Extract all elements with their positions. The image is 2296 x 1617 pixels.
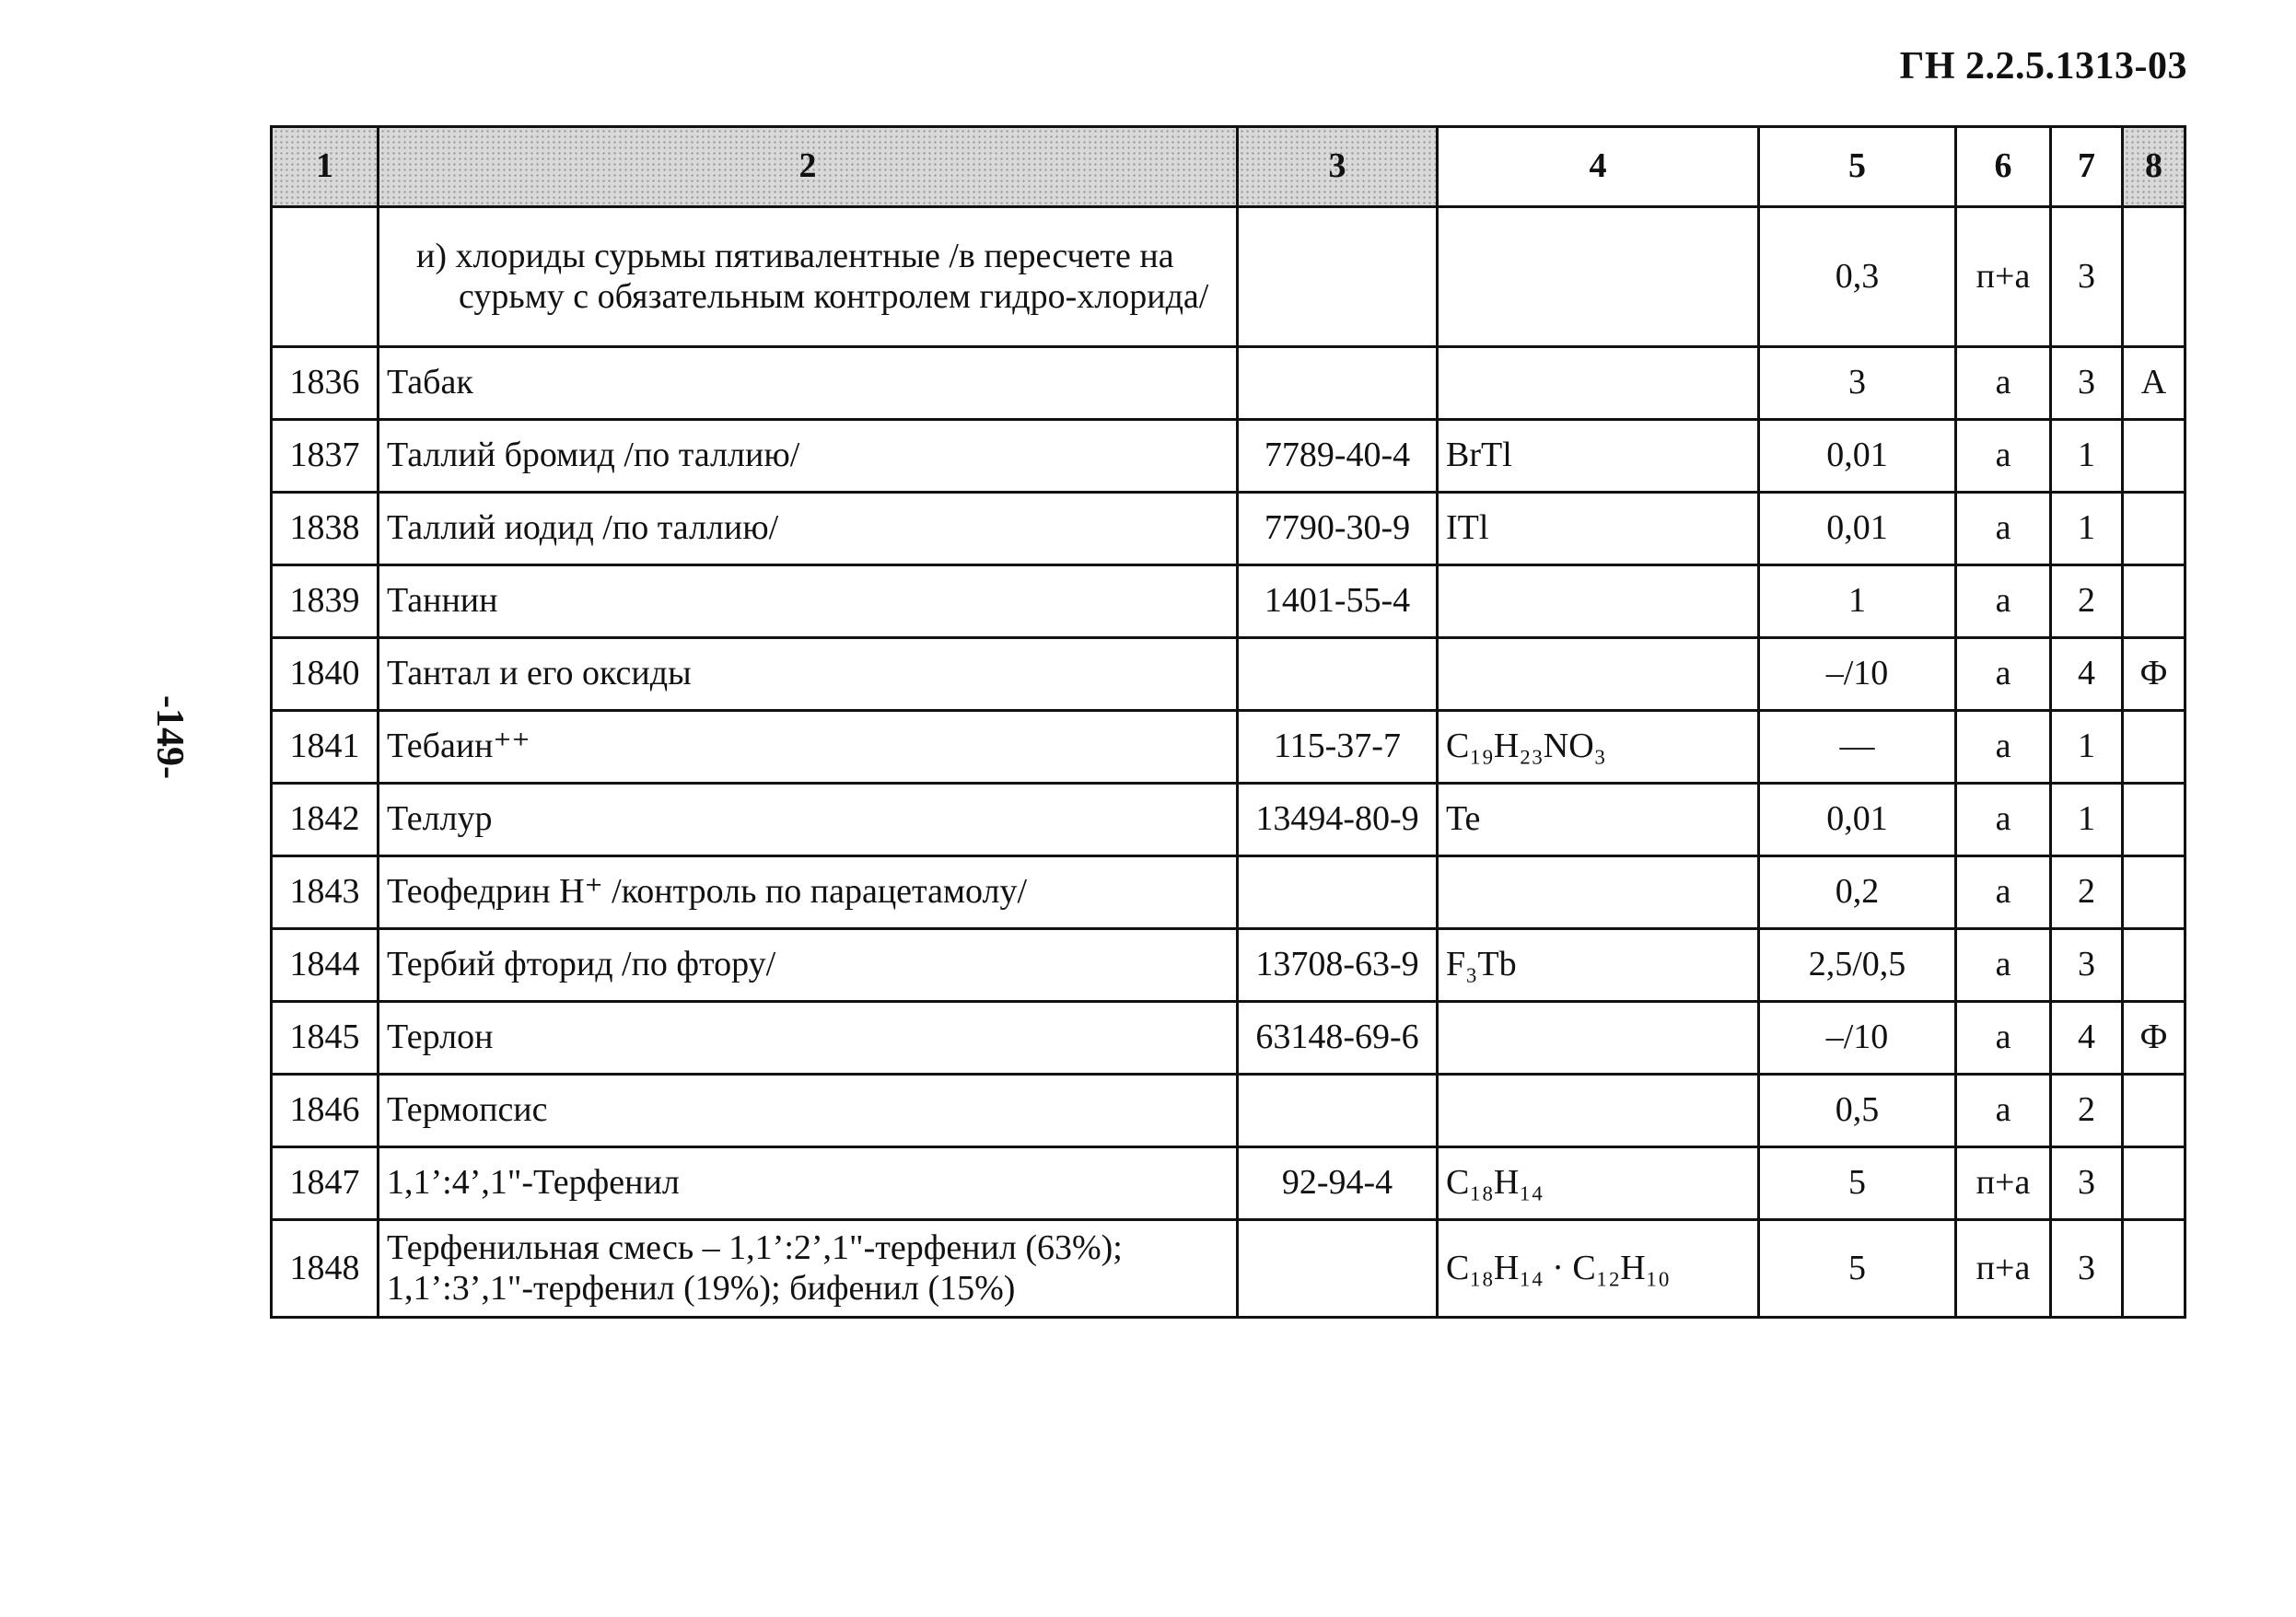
cell-value: –/10 bbox=[1759, 638, 1956, 711]
column-header-7: 7 bbox=[2051, 127, 2123, 207]
cell-number: 1846 bbox=[272, 1075, 379, 1147]
cell-cas bbox=[1238, 856, 1438, 929]
cell-name: Теофедрин Н⁺ /контроль по парацетамолу/ bbox=[379, 856, 1238, 929]
cell-formula bbox=[1438, 1075, 1759, 1147]
table-row bbox=[272, 1147, 2185, 1220]
table-row bbox=[272, 711, 2185, 784]
cell-state: а bbox=[1956, 493, 2051, 565]
cell-name: Таллий бромид /по таллию/ bbox=[379, 420, 1238, 493]
cell-value: 3 bbox=[1759, 347, 1956, 420]
cell-value: 5 bbox=[1759, 1220, 1956, 1318]
cell-value: 0,2 bbox=[1759, 856, 1956, 929]
table-row bbox=[272, 565, 2185, 638]
cell-state: п+а bbox=[1956, 1220, 2051, 1318]
cell-state: п+а bbox=[1956, 207, 2051, 347]
cell-class: 4 bbox=[2051, 638, 2123, 711]
cell-value: 2,5/0,5 bbox=[1759, 929, 1956, 1002]
cell-formula: C₁₉H₂₃NO₃ bbox=[1438, 711, 1759, 784]
cell-name-text: и) хлориды сурьмы пятивалентные /в пересчете на сурьму с обязательным контролем гидро-хлорида/ bbox=[416, 236, 1209, 316]
cell-cas: 1401-55-4 bbox=[1238, 565, 1438, 638]
cell-value: — bbox=[1759, 711, 1956, 784]
cell-cas bbox=[1238, 207, 1438, 347]
cell-note bbox=[2123, 1220, 2185, 1318]
cell-formula bbox=[1438, 207, 1759, 347]
cell-formula bbox=[1438, 565, 1759, 638]
column-header-1: 1 bbox=[272, 127, 379, 207]
cell-note bbox=[2123, 493, 2185, 565]
table-row bbox=[272, 347, 2185, 420]
cell-state: а bbox=[1956, 638, 2051, 711]
cell-class: 3 bbox=[2051, 929, 2123, 1002]
cell-value: 1 bbox=[1759, 565, 1956, 638]
cell-note: А bbox=[2123, 347, 2185, 420]
cell-note: Ф bbox=[2123, 1002, 2185, 1075]
cell-cas: 115-37-7 bbox=[1238, 711, 1438, 784]
cell-class: 4 bbox=[2051, 1002, 2123, 1075]
page-number: -149- bbox=[148, 695, 191, 779]
cell-class: 1 bbox=[2051, 493, 2123, 565]
cell-formula: ITl bbox=[1438, 493, 1759, 565]
cell-name: Терфенильная смесь – 1,1’:2’,1"-терфенил (63%); 1,1’:3’,1"-терфенил (19%); бифенил (15%) bbox=[379, 1220, 1238, 1318]
substances-table bbox=[270, 125, 2186, 1319]
cell-cas: 13494-80-9 bbox=[1238, 784, 1438, 856]
cell-note bbox=[2123, 856, 2185, 929]
cell-state: а bbox=[1956, 347, 2051, 420]
table-row bbox=[272, 1220, 2185, 1318]
cell-number bbox=[272, 207, 379, 347]
cell-formula: C₁₈H₁₄ · C₁₂H₁₀ bbox=[1438, 1220, 1759, 1318]
cell-class: 2 bbox=[2051, 1075, 2123, 1147]
cell-number: 1844 bbox=[272, 929, 379, 1002]
table-row bbox=[272, 638, 2185, 711]
cell-formula bbox=[1438, 1002, 1759, 1075]
cell-note bbox=[2123, 565, 2185, 638]
cell-note bbox=[2123, 207, 2185, 347]
table-row bbox=[272, 784, 2185, 856]
header-row bbox=[272, 127, 2185, 207]
cell-cas: 92-94-4 bbox=[1238, 1147, 1438, 1220]
cell-formula bbox=[1438, 347, 1759, 420]
cell-cas bbox=[1238, 347, 1438, 420]
cell-name: Тербий фторид /по фтору/ bbox=[379, 929, 1238, 1002]
cell-cas bbox=[1238, 638, 1438, 711]
cell-state: а bbox=[1956, 420, 2051, 493]
cell-cas bbox=[1238, 1220, 1438, 1318]
cell-formula: Te bbox=[1438, 784, 1759, 856]
cell-class: 3 bbox=[2051, 207, 2123, 347]
cell-name: Таннин bbox=[379, 565, 1238, 638]
cell-note bbox=[2123, 929, 2185, 1002]
cell-cas: 7789-40-4 bbox=[1238, 420, 1438, 493]
cell-number: 1840 bbox=[272, 638, 379, 711]
cell-class: 3 bbox=[2051, 347, 2123, 420]
cell-cas: 63148-69-6 bbox=[1238, 1002, 1438, 1075]
cell-state: а bbox=[1956, 929, 2051, 1002]
table-row bbox=[272, 856, 2185, 929]
cell-number: 1839 bbox=[272, 565, 379, 638]
cell-number: 1838 bbox=[272, 493, 379, 565]
table-row bbox=[272, 1002, 2185, 1075]
cell-name: Термопсис bbox=[379, 1075, 1238, 1147]
cell-class: 3 bbox=[2051, 1220, 2123, 1318]
cell-cas bbox=[1238, 1075, 1438, 1147]
cell-name: Табак bbox=[379, 347, 1238, 420]
cell-class: 3 bbox=[2051, 1147, 2123, 1220]
cell-state: п+а bbox=[1956, 1147, 2051, 1220]
cell-state: а bbox=[1956, 1002, 2051, 1075]
cell-formula: F₃Tb bbox=[1438, 929, 1759, 1002]
column-header-8: 8 bbox=[2123, 127, 2185, 207]
cell-note bbox=[2123, 420, 2185, 493]
cell-name: 1,1’:4’,1"-Терфенил bbox=[379, 1147, 1238, 1220]
cell-value: 0,01 bbox=[1759, 493, 1956, 565]
cell-value: 0,5 bbox=[1759, 1075, 1956, 1147]
cell-value: 0,3 bbox=[1759, 207, 1956, 347]
cell-state: а bbox=[1956, 711, 2051, 784]
column-header-2: 2 bbox=[379, 127, 1238, 207]
cell-formula bbox=[1438, 856, 1759, 929]
cell-name bbox=[379, 207, 1238, 347]
cell-cas: 13708-63-9 bbox=[1238, 929, 1438, 1002]
cell-number: 1836 bbox=[272, 347, 379, 420]
cell-number: 1837 bbox=[272, 420, 379, 493]
cell-state: а bbox=[1956, 565, 2051, 638]
cell-value: –/10 bbox=[1759, 1002, 1956, 1075]
cell-note bbox=[2123, 1147, 2185, 1220]
cell-state: а bbox=[1956, 856, 2051, 929]
table-row bbox=[272, 929, 2185, 1002]
cell-name: Тебаин⁺⁺ bbox=[379, 711, 1238, 784]
column-header-4: 4 bbox=[1438, 127, 1759, 207]
cell-number: 1842 bbox=[272, 784, 379, 856]
document-code: ГН 2.2.5.1313-03 bbox=[1899, 45, 2187, 87]
cell-value: 0,01 bbox=[1759, 784, 1956, 856]
cell-number: 1843 bbox=[272, 856, 379, 929]
cell-class: 1 bbox=[2051, 784, 2123, 856]
cell-formula: C₁₈H₁₄ bbox=[1438, 1147, 1759, 1220]
cell-state: а bbox=[1956, 1075, 2051, 1147]
cell-note bbox=[2123, 1075, 2185, 1147]
cell-number: 1845 bbox=[272, 1002, 379, 1075]
cell-name: Терлон bbox=[379, 1002, 1238, 1075]
cell-number: 1847 bbox=[272, 1147, 379, 1220]
table-row bbox=[272, 207, 2185, 347]
table-row bbox=[272, 493, 2185, 565]
cell-value: 5 bbox=[1759, 1147, 1956, 1220]
column-header-5: 5 bbox=[1759, 127, 1956, 207]
table-row bbox=[272, 420, 2185, 493]
cell-class: 1 bbox=[2051, 711, 2123, 784]
cell-note bbox=[2123, 784, 2185, 856]
cell-name: Таллий иодид /по таллию/ bbox=[379, 493, 1238, 565]
cell-class: 2 bbox=[2051, 856, 2123, 929]
column-header-6: 6 bbox=[1956, 127, 2051, 207]
cell-cas: 7790-30-9 bbox=[1238, 493, 1438, 565]
cell-note: Ф bbox=[2123, 638, 2185, 711]
cell-name: Теллур bbox=[379, 784, 1238, 856]
cell-number: 1841 bbox=[272, 711, 379, 784]
table-row bbox=[272, 1075, 2185, 1147]
cell-class: 2 bbox=[2051, 565, 2123, 638]
cell-state: а bbox=[1956, 784, 2051, 856]
column-header-3: 3 bbox=[1238, 127, 1438, 207]
cell-formula: BrTl bbox=[1438, 420, 1759, 493]
cell-formula bbox=[1438, 638, 1759, 711]
cell-number: 1848 bbox=[272, 1220, 379, 1318]
cell-note bbox=[2123, 711, 2185, 784]
cell-class: 1 bbox=[2051, 420, 2123, 493]
cell-value: 0,01 bbox=[1759, 420, 1956, 493]
cell-name: Тантал и его оксиды bbox=[379, 638, 1238, 711]
